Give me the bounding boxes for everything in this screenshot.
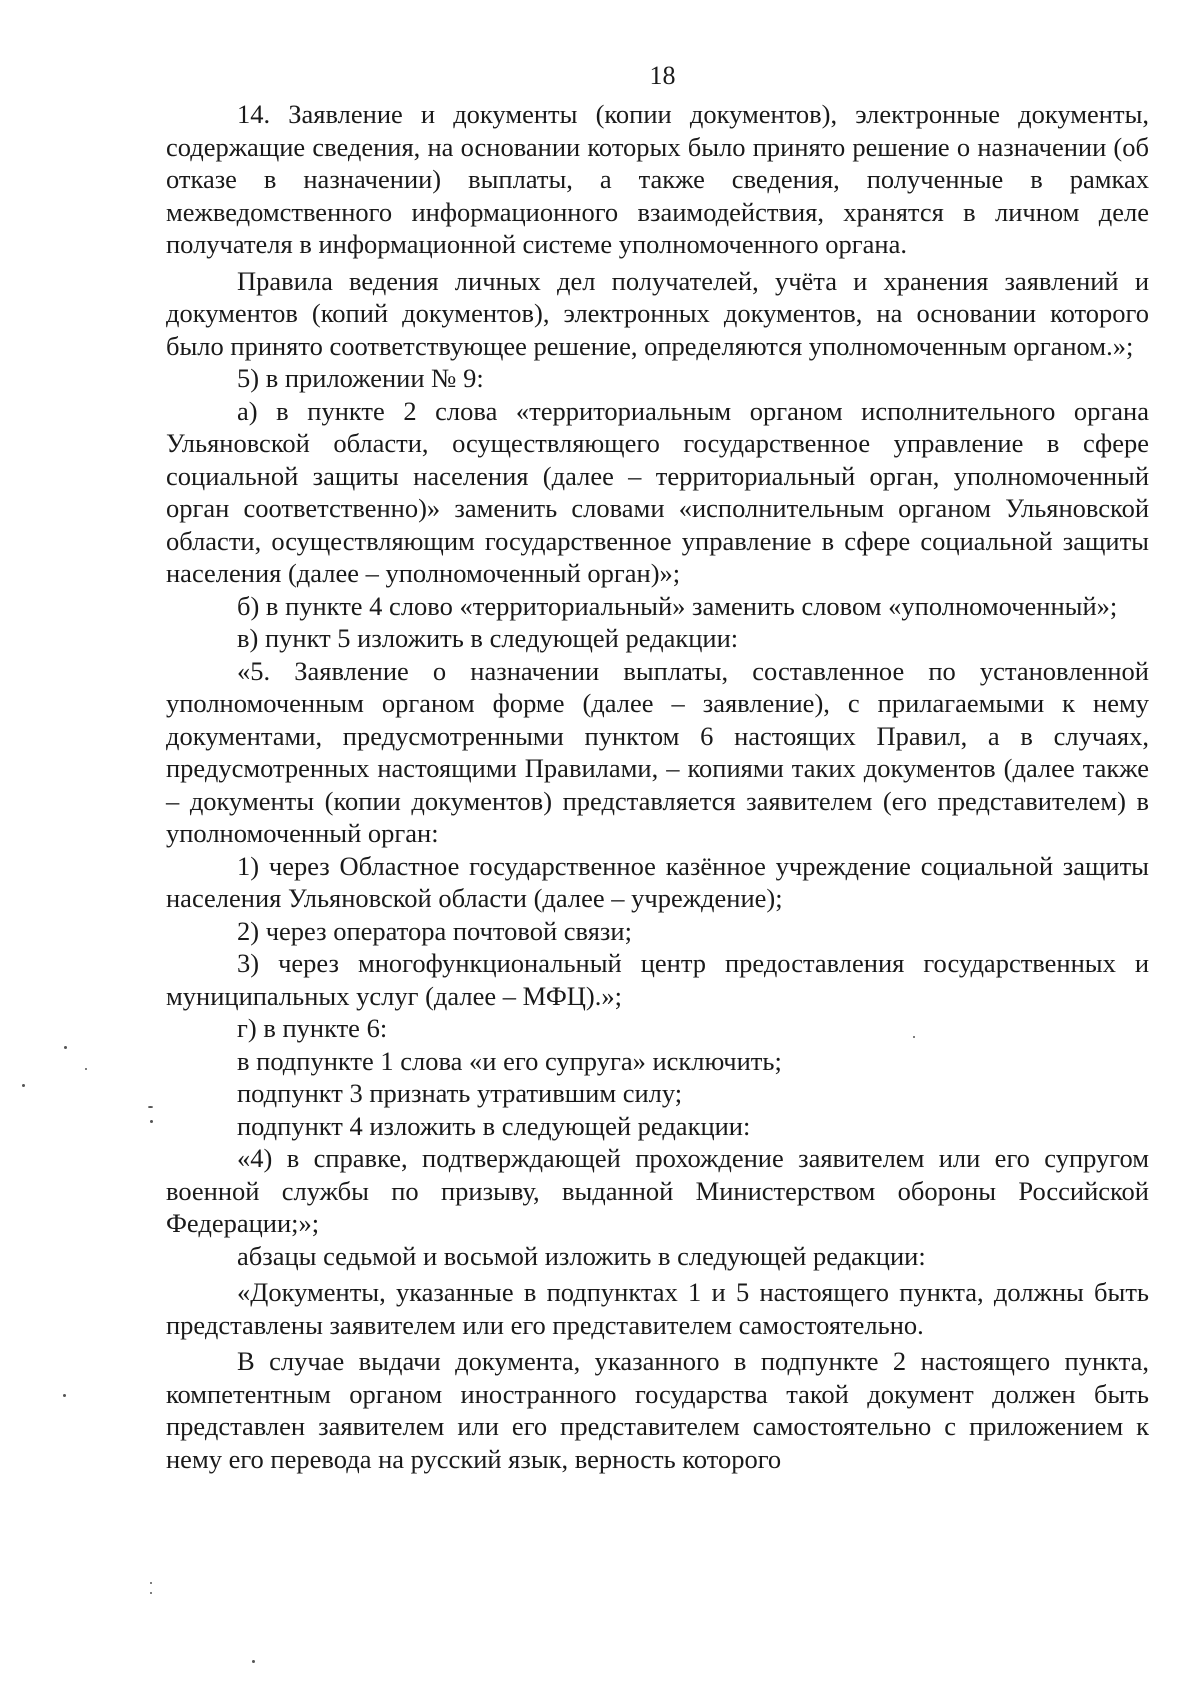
scan-speck bbox=[150, 1582, 152, 1584]
scan-speck bbox=[913, 1036, 915, 1038]
paragraph-item-5: «5. Заявление о назначении выплаты, составленное по установленной уполномоченным органом форме (далее – заявление), с прилагаемыми к нему документами, предусмотренными пунктом 6 настоящих Правил, а в случаях, предусмотренных настоящими Правилами, – копиями таких документов (далее также – документы (копии документов) представляется заявителем (его представителем) в уполномоченный орган: bbox=[166, 655, 1149, 848]
scan-speck bbox=[150, 1120, 153, 1123]
paragraph-list-1: 1) через Областное государственное казённое учреждение социальной защиты населения Ульяновской области (далее – учреждение); bbox=[166, 850, 1149, 913]
scan-speck bbox=[252, 1660, 255, 1663]
paragraph-subpoint-3: подпункт 3 признать утратившим силу; bbox=[237, 1078, 683, 1108]
paragraph-subpoint-1: в подпункте 1 слова «и его супруга» исключить; bbox=[237, 1045, 782, 1076]
paragraph-subitem-b: б) в пункте 4 слово «территориальный» заменить словом «уполномоченный»; bbox=[237, 590, 1118, 621]
paragraph-paragraphs-7-8: абзацы седьмой и восьмой изложить в следующей редакции: bbox=[237, 1240, 926, 1271]
paragraph-foreign-document: В случае выдачи документа, указанного в подпункте 2 настоящего пункта, компетентным органом иностранного государства такой документ должен быть представлен заявителем или его представителем самостоятельно с приложением к нему его перевода на русский язык, верность которого bbox=[166, 1346, 1149, 1474]
paragraph-subpoint-4: подпункт 4 изложить в следующей редакции: bbox=[237, 1110, 751, 1141]
paragraph-item-14: 14. Заявление и документы (копии документов), электронные документы, содержащие сведения, на основании которых было принято решение о назначении (об отказе в назначении) выплаты, а также сведения, полученные в рамках межведомственного информационного взаимодействия, хранятся в личном деле получателя в информационной системе уполномоченного органа. bbox=[166, 99, 1149, 259]
paragraph-subitem-g: г) в пункте 6: bbox=[237, 1013, 388, 1043]
paragraph-documents-1-5: «Документы, указанные в подпунктах 1 и 5 настоящего пункта, должны быть представлены заявителем или его представителем самостоятельно. bbox=[166, 1277, 1149, 1340]
scan-speck bbox=[64, 1046, 67, 1049]
paragraph-list-2: 2) через оператора почтовой связи; bbox=[237, 915, 632, 946]
scan-speck bbox=[148, 1106, 153, 1108]
paragraph-appendix-9: 5) в приложении № 9: bbox=[237, 363, 484, 393]
paragraph-rules-personal-files: Правила ведения личных дел получателей, учёта и хранения заявлений и документов (копий документов), электронных документов, на основании которого было принято соответствующее решение, определяются уполномоченным органом.»; bbox=[166, 265, 1149, 361]
paragraph-subitem-v: в) пункт 5 изложить в следующей редакции: bbox=[237, 623, 739, 653]
paragraph-subpoint-4-text: «4) в справке, подтверждающей прохождение заявителем или его супругом военной службы по призыву, выданной Министерством обороны Российской Федерации;»; bbox=[166, 1143, 1149, 1238]
paragraph-list-3: 3) через многофункциональный центр предоставления государственных и муниципальных услуг (далее – МФЦ).»; bbox=[166, 948, 1149, 1011]
document-body bbox=[166, 98, 1149, 1475]
page-number: 18 bbox=[649, 61, 676, 90]
scan-speck bbox=[150, 1592, 152, 1594]
scan-speck bbox=[85, 1068, 87, 1070]
scan-speck bbox=[63, 1394, 66, 1397]
scan-speck bbox=[22, 1084, 25, 1087]
paragraph-subitem-a: а) в пункте 2 слова «территориальным органом исполнительного органа Ульяновской области, осуществляющего государственное управление в сфере социальной защиты населения (далее – территориальный орган, уполномоченный орган соответственно)» заменить словами «исполнительным органом Ульяновской области, осуществляющим государственное управление в сфере социальной защиты населения (далее – уполномоченный орган)»; bbox=[166, 395, 1149, 588]
